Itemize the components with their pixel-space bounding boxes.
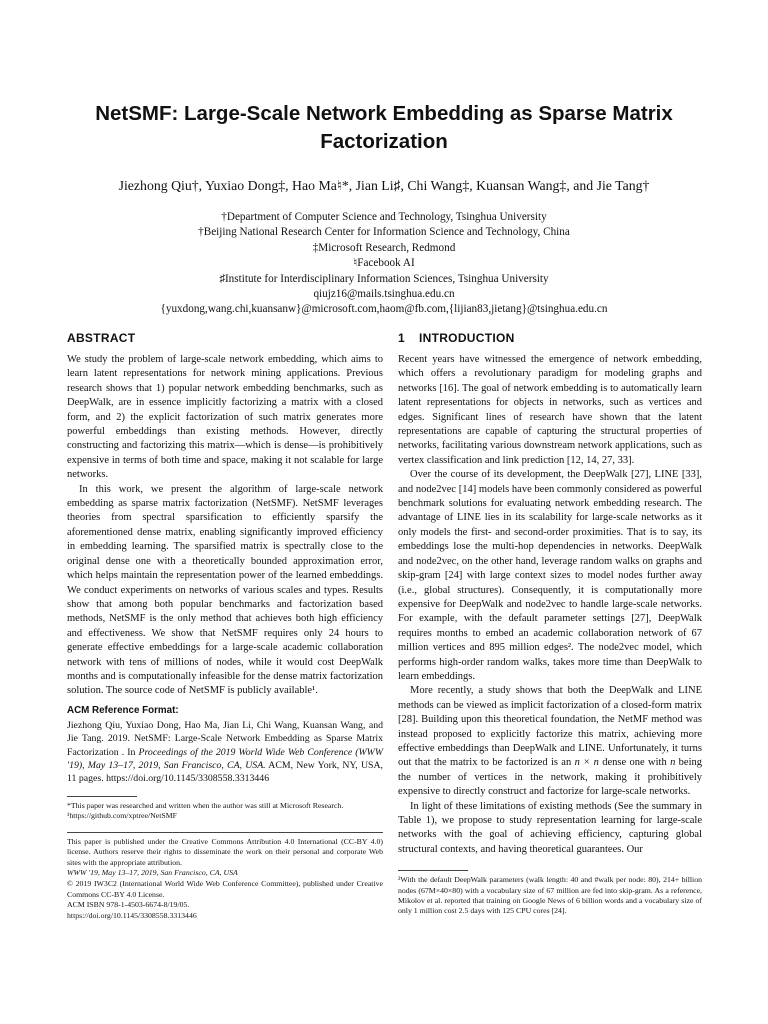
copyright-line: © 2019 IW3C2 (International World Wide Web Conference Committee), published under Creative Commons CC-BY 4.0 License. bbox=[67, 878, 383, 899]
author-list: Jiezhong Qiu†, Yuxiao Dong‡, Hao Ma♮*, Jian Li♯, Chi Wang‡, Kuansan Wang‡, and Jie Tang† bbox=[118, 178, 650, 193]
acm-reference-heading: ACM Reference Format: bbox=[67, 704, 179, 716]
affiliation-line: ♯Institute for Interdisciplinary Information Sciences, Tsinghua University bbox=[219, 272, 549, 285]
doi-line: https://doi.org/10.1145/3308558.3313446 bbox=[67, 910, 197, 920]
intro-paragraph: More recently, a study shows that both the DeepWalk and LINE methods can be viewed as implicit factorization of a closed-form matrix [28]. Building upon this theoretical foundation, the NetMF method was instead proposed to explicitly factorize this matrix, achieving more effective embeddings than DeepWalk and LINE. Unfortunately, it turns out that the matrix to be factorized is an n × n dense one with n being the number of vertices in the network, making it prohibitively expensive to directly construct and factorize for large-scale networks. bbox=[398, 685, 702, 798]
license-block bbox=[67, 837, 383, 922]
footnote-divider bbox=[398, 870, 468, 871]
intro-paragraph: Recent years have witnessed the emergence of network embedding, which offers a revolutionary paradigm for modeling graphs and networks [16]. The goal of network embedding is to automatically learn latent representations for objects in networks, such as vertices and edges. Significant lines of research have shown that the latent representations are capable of capturing the structural properties of networks, facilitating various downstream network applications, such as vertex classification and link prediction [12, 14, 27, 33]. bbox=[398, 354, 702, 466]
left-column bbox=[67, 329, 383, 921]
section-number: 1 bbox=[398, 331, 405, 345]
affiliation-line: ‡Microsoft Research, Redmond bbox=[312, 241, 456, 254]
footnote-divider bbox=[67, 796, 137, 797]
acm-reference-doi: ACM, New York, NY, USA, 11 pages. https://doi.org/10.1145/3308558.3313446 bbox=[67, 759, 383, 785]
acm-reference-authors: Jiezhong Qiu, Yuxiao Dong, Hao Ma, Jian Li, Chi Wang, Kuansan Wang, and Jie Tang. 2019. NetSMF: Large-Scale Network Embedding as Sparse Matrix Factorization . In bbox=[67, 719, 383, 758]
license-statement: This paper is published under the Creative Commons Attribution 4.0 International (CC-BY 4.0) license. Authors reserve their rights to disseminate the work on their personal and corporate Web sites with the appropriate attribution. bbox=[67, 836, 383, 867]
license-divider bbox=[67, 832, 383, 833]
isbn-line: ACM ISBN 978-1-4503-6674-8/19/05. bbox=[67, 900, 190, 910]
conference-line: WWW '19, May 13–17, 2019, San Francisco, CA, USA bbox=[67, 868, 238, 878]
affiliation-line: †Beijing National Research Center for Information Science and Technology, China bbox=[198, 226, 570, 239]
abstract-heading: ABSTRACT bbox=[67, 331, 136, 345]
affiliation-line: ♮Facebook AI bbox=[353, 257, 415, 270]
acm-reference-text bbox=[67, 719, 383, 786]
footnote: ¹https://github.com/xptree/NetSMF bbox=[67, 811, 177, 821]
right-column bbox=[398, 329, 702, 917]
introduction-heading bbox=[398, 329, 702, 347]
abstract-paragraph: In this work, we present the algorithm of large-scale network embedding as sparse matrix factorization (NetSMF). NetSMF leverages theories from spectral sparsification to efficiently sparsify the aforementioned dense matrix, enabling significantly improved efficiency in embedding learning. The sparsified matrix is spectrally close to the original dense one with a theoretically bounded approximation error, which helps maintain the representation power of the learned embeddings. We conduct experiments on networks of various scales and types. Results show that among both popular benchmarks and factorization based methods, NetSMF is the only method that achieves both high efficiency and effectiveness. We show that NetSMF requires only 24 hours to generate effective embeddings for a large-scale academic collaboration network with tens of millions of nodes, while it would cost DeepWalk months and is computationally infeasible for the dense matrix factorization solution. The source code of NetSMF is publicly available¹. bbox=[67, 483, 383, 697]
abstract-paragraph: We study the problem of large-scale network embedding, which aims to learn latent representations for network mining applications. Previous research shows that 1) popular network embedding benchmarks, such as DeepWalk, are in essence implicitly factorizing a matrix with a closed form, and 2) the explicit factorization of such matrix generates more powerful embeddings than existing methods. However, directly constructing and factorizing this matrix—which is dense—is prohibitively expensive in terms of both time and space, making it not scalable for large networks. bbox=[67, 354, 383, 481]
intro-paragraph: Over the course of its development, the DeepWalk [27], LINE [33], and node2vec [14] models have been commonly considered as powerful benchmark solutions for evaluating network embedding research. The advantage of LINE lies in its scalability for large-scale networks as it only models the first- and second-order proximities. That is to say, its embeddings lose the multi-hop dependencies in networks. DeepWalk and node2vec, on the other hand, leverage random walks on graphs and skip-gram [24] with large context sizes to model nodes further away (i.e., global structures). Consequently, it is computationally more expensive for DeepWalk and node2vec to handle large-scale networks. For example, with the default parameter settings [27], DeepWalk requires months to embed an academic collaboration network of 67 million vertices and 895 million edges². The node2vec model, which performs high-order random walks, takes more time than DeepWalk to learn embeddings. bbox=[398, 469, 702, 682]
affiliation-line: †Department of Computer Science and Technology, Tsinghua University bbox=[221, 211, 547, 223]
email-line: qiujz16@mails.tsinghua.edu.cn bbox=[313, 288, 455, 301]
paper-title: NetSMF: Large-Scale Network Embedding as Sparse Matrix Factorization bbox=[95, 102, 673, 153]
acm-reference-venue: Proceedings of the 2019 World Wide Web Conference (WWW '19), May 13–17, 2019, San Francisco, CA, USA. bbox=[67, 746, 383, 771]
email-line: {yuxdong,wang.chi,kuansanw}@microsoft.com,haom@fb.com,{lijian83,jietang}@tsinghua.edu.cn bbox=[160, 303, 608, 316]
section-title: INTRODUCTION bbox=[418, 331, 515, 345]
intro-paragraph: In light of these limitations of existing methods (See the summary in Table 1), we propose to study representation learning for large-scale networks with the goal of achieving efficiency, capturing global structural contexts, and having theoretical guarantees. Our bbox=[398, 800, 702, 855]
affiliations bbox=[40, 210, 728, 318]
footnote: *This paper was researched and written when the author was still at Microsoft Research. bbox=[67, 800, 344, 810]
footnote: ²With the default DeepWalk parameters (walk length: 40 and #walk per node: 80), 214+ billion nodes (67M×40×80) with a vocabulary size of 67 million are fed into skip-gram. As a reference, Mikolov et al. reported that training on Google News of 6 billion words and a vocabulary size of only 1 million cost 2.5 days with 125 CPU cores [24]. bbox=[398, 875, 702, 916]
